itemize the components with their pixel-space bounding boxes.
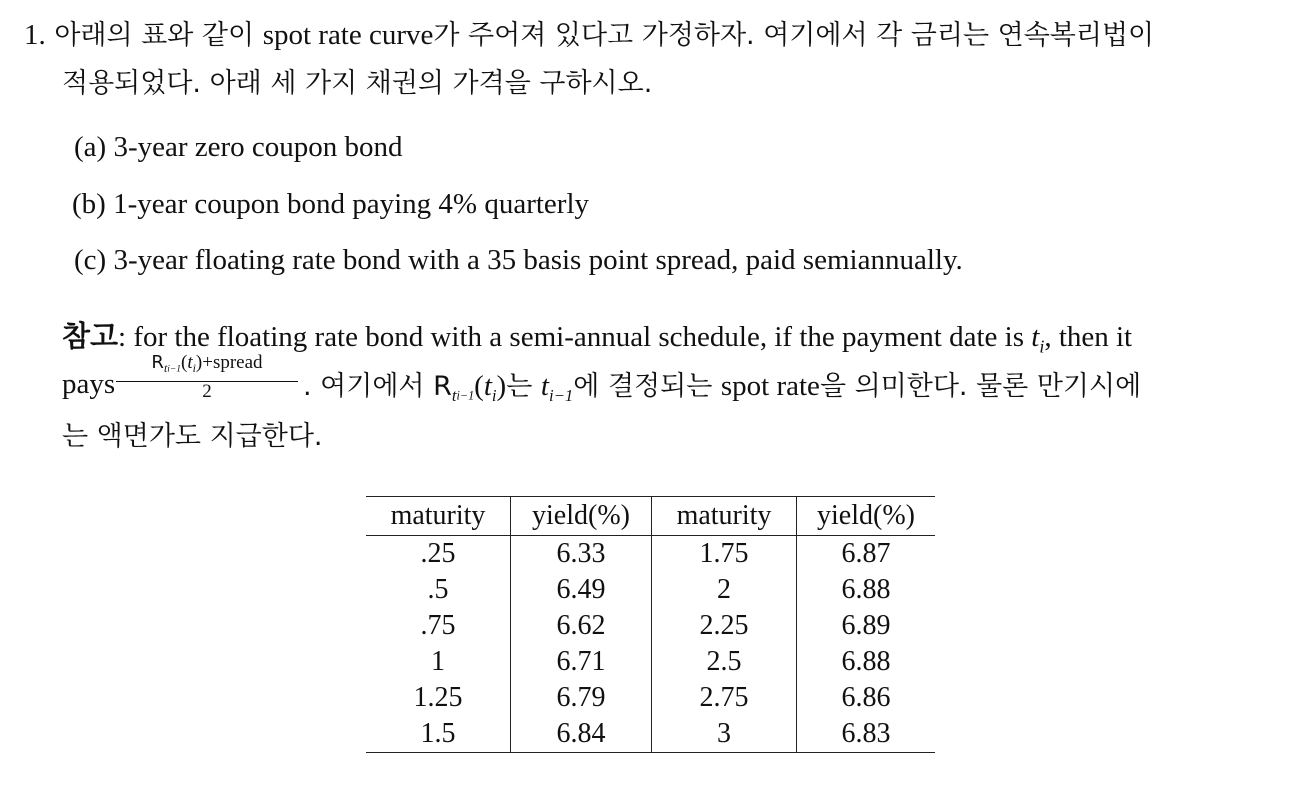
table-row [366,608,935,644]
cell-maturity: 2 [652,572,797,608]
item-a [74,131,403,164]
cell-maturity: 3 [652,716,797,753]
header-maturity: maturity [652,497,797,536]
cell-maturity: .75 [366,608,511,644]
note-pays: pays [62,368,116,400]
table-row [366,572,935,608]
table-header-row [366,497,935,536]
table-row [366,644,935,680]
cell-yield: 6.88 [841,574,891,605]
problem-line-1 [24,13,1154,52]
cell-yield: 6.86 [841,682,891,713]
item-b [72,188,589,221]
item-c [74,244,963,277]
item-text: 3-year zero coupon bond [113,131,403,163]
cell-maturity: 2.25 [652,608,797,644]
item-label: (b) [72,188,106,220]
problem-line-2: 적용되었다. 아래 세 가지 채권의 가격을 구하시오. [62,68,653,99]
note-line-1: 참고: for the floating rate bond with a semi-annual schedule, if the payment date is $t_i$, then it [62,319,1133,357]
fraction-denominator: 2 [202,381,212,403]
problem-number: 1. [24,19,46,51]
cell-maturity: 1.25 [366,680,511,716]
table-row [366,536,935,573]
cell-yield: 6.49 [511,572,652,608]
cell-maturity: 2.75 [652,680,797,716]
item-text: 1-year coupon bond paying 4% quarterly [113,188,590,220]
cell-maturity: 2.5 [652,644,797,680]
header-maturity: maturity [366,497,511,536]
cell-maturity: 1.75 [652,536,797,573]
cell-yield: 6.62 [511,608,652,644]
cell-yield: 6.87 [841,538,891,569]
item-label: (a) [74,131,107,163]
spread-fraction [112,352,302,402]
cell-maturity: 1.5 [366,716,511,753]
table-row [366,680,935,716]
cell-maturity: 1 [366,644,511,680]
note-line-2: . 여기에서 $R_{ti-1}(t_i)$는 $t_{i-1}$에 결정되는 spot rate을 의미한다. 물론 만기시에 [303,370,1142,405]
cell-maturity: .25 [366,536,511,573]
item-label: (c) [74,244,107,276]
note-label: 참고 [62,319,119,353]
cell-yield: 6.83 [797,716,936,753]
problem-term: spot rate curve [262,19,434,51]
header-yield: yield(%) [797,497,936,536]
fraction-numerator: $R_{ti-1}(t_i)+spread$ [151,352,263,376]
spot-rate-table [366,496,935,753]
problem-text: 가 주어져 있다고 가정하자. 여기에서 각 금리는 연속복리법이 [433,20,1155,51]
cell-yield: 6.89 [841,610,891,641]
cell-yield: 6.84 [511,716,652,753]
item-text: 3-year floating rate bond with a 35 basis point spread, paid semiannually. [113,244,963,276]
note-text: : for the floating rate bond with a semi-annual schedule, if the payment date is [118,321,1024,353]
cell-yield: 6.33 [511,536,652,573]
header-yield: yield(%) [511,497,652,536]
cell-yield: 6.71 [511,644,652,680]
cell-yield: 6.88 [841,646,891,677]
table-row [366,716,935,753]
cell-yield: 6.79 [511,680,652,716]
cell-maturity: .5 [366,572,511,608]
problem-text: 아래의 표와 같이 [54,20,255,51]
note-line-3: 는 액면가도 지급한다. [62,421,323,452]
